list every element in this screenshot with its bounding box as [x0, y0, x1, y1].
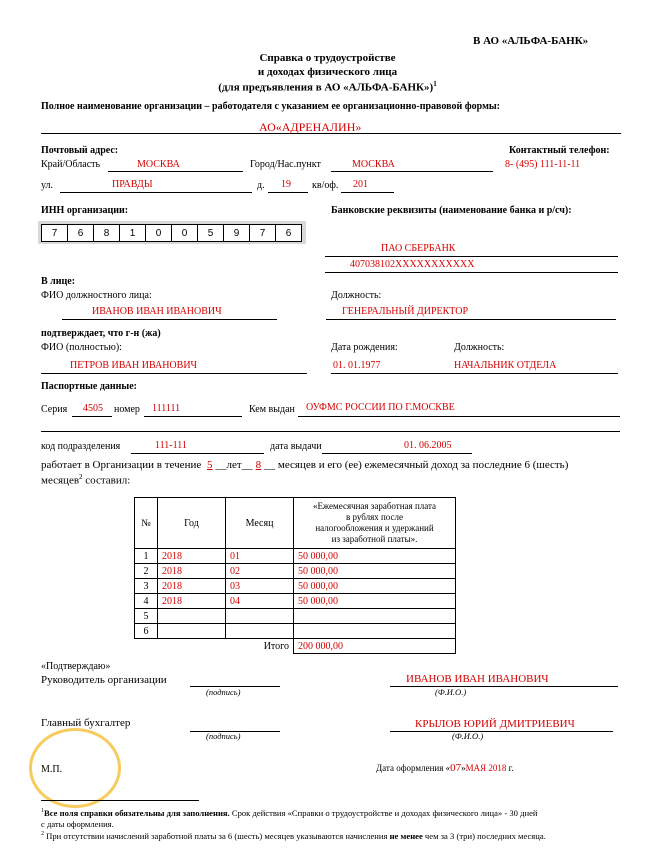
col-amount-header: «Ежемесячная заработная плата в рублях после налогообложения и удержаний из заработной платы». [294, 498, 456, 549]
row-num-cell: 6 [135, 624, 158, 639]
inn-digit: 9 [224, 225, 250, 242]
row-num-cell: 5 [135, 609, 158, 624]
city-label: Город/Нас.пункт [250, 159, 321, 170]
bank-name: ПАО СБЕРБАНК [381, 243, 456, 254]
org-name-label: Полное наименование организации – работодателя с указанием ее организационно-правовой формы: [41, 101, 501, 112]
head-name: ИВАНОВ ИВАН ИВАНОВИЧ [406, 673, 549, 685]
org-name-value: АО«АДРЕНАЛИН» [259, 120, 362, 134]
row-year-cell: 2018 [158, 594, 226, 609]
official-position-value: ГЕНЕРАЛЬНЫЙ ДИРЕКТОР [342, 306, 469, 317]
issue-date-label: дата выдачи [270, 441, 322, 452]
row-amount-cell: 50 000,00 [294, 564, 456, 579]
house-value: 19 [281, 179, 291, 190]
confirm-label: «Подтверждаю» [41, 661, 111, 672]
row-month-cell [226, 624, 294, 639]
inn-label: ИНН организации: [41, 205, 129, 216]
row-num-cell: 2 [135, 564, 158, 579]
official-fio-value: ИВАНОВ ИВАН ИВАНОВИЧ [92, 306, 222, 317]
footnote-divider [41, 800, 199, 801]
office-label: кв/оф. [312, 180, 339, 191]
birth-value: 01. 01.1977 [333, 360, 381, 371]
head-sign-hint: (подпись) [206, 687, 241, 697]
house-label: д. [257, 180, 265, 191]
city-value: МОСКВА [352, 159, 395, 170]
official-fio-label: ФИО должностного лица: [41, 290, 152, 301]
employee-fio-value: ПЕТРОВ ИВАН ИВАНОВИЧ [70, 360, 198, 371]
row-num-cell: 4 [135, 594, 158, 609]
months-value: 8 [255, 459, 262, 471]
table-row [135, 579, 456, 594]
salary-table [134, 497, 456, 654]
total-label: Итого [135, 639, 294, 654]
inn-digit: 6 [276, 225, 302, 242]
row-amount-cell [294, 624, 456, 639]
total-value: 200 000,00 [294, 639, 456, 654]
table-row [135, 549, 456, 564]
row-amount-cell: 50 000,00 [294, 549, 456, 564]
footnote-1: $^1$Все поля справки обязательны для заполнения. Срок действия «Справки о трудоустройстве и доходах физического лица» - 30 дней [41, 808, 538, 818]
accountant-fio-hint: (Ф.И.О.) [452, 731, 484, 741]
phone-label: Контактный телефон: [509, 145, 610, 156]
issue-date: Дата оформления «07»МАЯ 2018 г. [376, 762, 514, 774]
row-num-cell: 3 [135, 579, 158, 594]
row-year-cell [158, 624, 226, 639]
row-amount-cell: 50 000,00 [294, 579, 456, 594]
employee-position-value: НАЧАЛЬНИК ОТДЕЛА [454, 360, 557, 371]
col-month-header: Месяц [226, 498, 294, 549]
row-amount-cell [294, 609, 456, 624]
inn-digit: 6 [68, 225, 94, 242]
accountant-sign-hint: (подпись) [206, 731, 241, 741]
accountant-label: Главный бухгалтер [41, 717, 131, 729]
title-line-3: (для предъявления в АО «АЛЬФА-БАНК»)$^1$ [218, 80, 437, 94]
inn-digit: 7 [250, 225, 276, 242]
in-person-label: В лице: [41, 276, 76, 287]
accountant-name: КРЫЛОВ ЮРИЙ ДМИТРИЕВИЧ [415, 718, 575, 730]
passport-label: Паспортные данные: [41, 381, 137, 392]
mp-label: М.П. [41, 764, 63, 775]
row-month-cell: 02 [226, 564, 294, 579]
official-position-label: Должность: [331, 290, 382, 301]
employee-position-label: Должность: [454, 342, 505, 353]
row-year-cell: 2018 [158, 549, 226, 564]
work-period-line-2: месяцев$^2$ составил: [41, 473, 131, 487]
region-value: МОСКВА [137, 159, 180, 170]
issued-by-label: Кем выдан [249, 404, 295, 415]
col-num-header: № [135, 498, 158, 549]
phone-value: 8- (495) 111-11-11 [505, 159, 581, 170]
row-year-cell: 2018 [158, 564, 226, 579]
row-year-cell: 2018 [158, 579, 226, 594]
inn-digit: 1 [120, 225, 146, 242]
row-month-cell: 01 [226, 549, 294, 564]
series-value: 4505 [83, 403, 103, 414]
birth-label: Дата рождения: [331, 342, 398, 353]
inn-digit: 5 [198, 225, 224, 242]
series-label: Серия [41, 404, 68, 415]
inn-digit: 0 [146, 225, 172, 242]
bank-label: Банковские реквизиты (наименование банка и р/сч): [331, 205, 572, 216]
table-row [135, 564, 456, 579]
table-row [135, 609, 456, 624]
recipient: В АО «АЛЬФА-БАНК» [473, 35, 589, 47]
number-value: 111111 [152, 403, 181, 414]
region-label: Край/Область [41, 159, 101, 170]
row-month-cell: 04 [226, 594, 294, 609]
issued-by-value: ОУФМС РОССИИ ПО Г.МОСКВЕ [306, 402, 455, 413]
col-year-header: Год [158, 498, 226, 549]
head-fio-hint: (Ф.И.О.) [435, 687, 467, 697]
issue-month: МАЯ [465, 763, 487, 773]
years-value: 5 [206, 459, 213, 471]
table-row [135, 594, 456, 609]
issue-year: 2018 [488, 763, 507, 773]
footnote-1-cont: с даты оформления. [41, 819, 114, 829]
row-year-cell [158, 609, 226, 624]
inn-digit: 7 [42, 225, 68, 242]
inn-digits [41, 224, 302, 242]
street-value: ПРАВДЫ [112, 179, 153, 190]
row-month-cell [226, 609, 294, 624]
confirms-label: подтверждает, что г-н (жа) [41, 328, 161, 339]
inn-digit: 8 [94, 225, 120, 242]
inn-digit: 0 [172, 225, 198, 242]
footnote-2: $^2$ При отсутствии начислений заработной платы за 6 (шесть) месяцев указываются начисления не менее чем за 3 (три) последних месяца. [41, 831, 546, 841]
issue-day: 07 [450, 762, 462, 774]
issue-date-value: 01. 06.2005 [404, 440, 452, 451]
title-line-2: и доходах физического лица [257, 66, 398, 78]
head-label: Руководитель организации [41, 674, 167, 686]
bank-account: 407038102XXXXXXXXXXX [350, 259, 475, 270]
number-label: номер [114, 404, 140, 415]
street-label: ул. [41, 180, 54, 191]
code-value: 111-111 [155, 440, 187, 451]
employee-fio-label: ФИО (полностью): [41, 342, 122, 353]
row-num-cell: 1 [135, 549, 158, 564]
address-label: Почтовый адрес: [41, 145, 119, 156]
row-month-cell: 03 [226, 579, 294, 594]
row-amount-cell: 50 000,00 [294, 594, 456, 609]
title-line-1: Справка о трудоустройстве [259, 52, 396, 64]
office-value: 201 [353, 179, 368, 190]
table-row [135, 624, 456, 639]
work-period-line: работает в Организации в течение 5 __лет__ 8 __ месяцев и его (ее) ежемесячный доход за последние 6 (шесть) [41, 459, 569, 471]
code-label: код подразделения [41, 441, 121, 452]
